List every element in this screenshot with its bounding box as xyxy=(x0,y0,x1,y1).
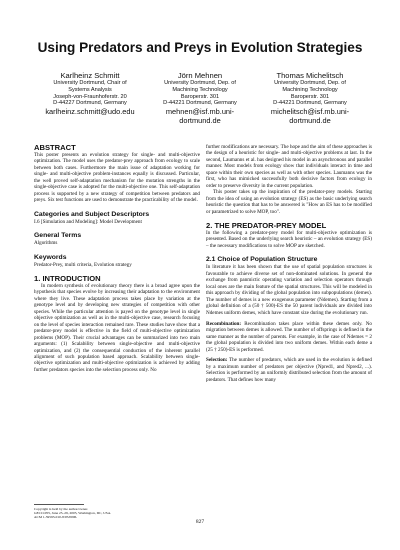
model-text: In the following a predator-prey model for multi-objective optimization is presented. Based on the underlying search heuristic – an evolution strategy (ES) – the necessary modifications to solve MOP are sketched. xyxy=(206,229,372,249)
author-email-line: mehnen@isf.mb.uni- xyxy=(165,107,235,117)
categories-text: I.6 [Simulation and Modeling]: Model Development xyxy=(34,218,142,225)
right-column xyxy=(206,144,372,383)
copyright-footnote xyxy=(34,504,184,520)
author-address: Joseph-von-Fraunhoferstr. 20 xyxy=(53,93,127,100)
body-paragraph: This poster takes up the inspiration of the predator-prey models. Starting from the idea of using an evolution strategy (ES) as the basic underlying search heuristic the question that has to be answered is "How an ES has to be modified or parametrized to solve MOP, too". xyxy=(206,189,372,215)
left-column xyxy=(34,144,200,373)
recombination-text: Recombination takes place within these demes only. No migration between demes is allowed. The number of offsprings is defined in the same manner as the number of parents. For example, in the case of Ndemes = 2 the global population is divided into two uniform demes. Within each deme a (25 † 250)-ES is performed. xyxy=(206,320,372,353)
author-email[interactable] xyxy=(250,108,370,125)
recombination-label: Recombination: xyxy=(206,320,242,327)
author-affiliation: Machining Technology xyxy=(172,86,228,93)
author-affiliation: Machining Technology xyxy=(282,86,338,93)
footnote-line: ACM 1-59593-010-8/05/0006. xyxy=(34,515,78,520)
author-affiliation: University Dortmund, Dep. of xyxy=(274,80,346,86)
body-paragraph: further modifications are necessary. The hope and the aim of these approaches is the design of a heuristic for single- and multi-objective problems at last. In the second, Laumanns et al. has designed his model in an asynchronous and parallel manner. Most models from ecology show that individuals interact in time and space within their own species as well as with other species. Laumanns was the first, who has mimicked successfully both decisive factors from ecology in order to preserve diversity in the current population. xyxy=(206,144,372,189)
author-address: Baroperstr. 301 xyxy=(290,93,330,100)
categories-heading: Categories and Subject Descriptors xyxy=(34,210,150,218)
author-email-line: dortmund.de xyxy=(179,115,221,125)
keywords-text: Predator-Prey, multi criteria, Evolution strategy xyxy=(34,261,132,268)
footnote-rule xyxy=(34,504,84,505)
abstract-heading: ABSTRACT xyxy=(34,143,76,152)
introduction-text: In modern synthesis of evolutionary theory there is a broad agree upon the hypothesis that species evolve by increasing their adaptation to the environment where they live. These adaptation process takes place by variation at the genotype level and by developing new strategies of competition with other species. While the particular attention is payed on the genotype level in single objective optimization as well as in the multi-objective case, research focusing on the level of species interaction remained rare. These studies have show that a predator-prey model is effective in the field of multi-objective optimization problems (MOP). Their crucial advantages can be summarized into two main arguments: (1) Scalability between single-objective and multi-objective optimization, and (2) the consequential conduction of the inherent parallel alignment of such population based approach. Scalability between single-objective optimization and multi-objective optimization is achieved by adding further predators species into the selection process only. No xyxy=(34,282,200,373)
introduction-heading: 1. INTRODUCTION xyxy=(34,273,101,283)
author-block xyxy=(250,71,370,125)
selection-text: The number of predators, which are used in the evolution is defined by a maximum number of predators per objective (Npred1, and Npred2, ...). Selection is performed by an uniformly distributed selection from the amount of predators. That defines how many xyxy=(206,357,372,383)
author-address: D-44221 Dortmund, Germany xyxy=(273,100,347,107)
abstract-text: This poster presents an evolution strategy for single- and multi-objective optimization. The model uses the predator-prey approach from ecology to scale between both cases. Furthermore the main issue of adaptation working for single- and multi-objective problem-instances equally is discussed. Particular, the well proved self-adaptation mechanism for the mutation strengths in the single-objective case is adopted for the multi-objective one. This self-adaptation process is supported by a new strategy of competition between predators and preys. Six test functions are used to demonstrate the practicability of the model. xyxy=(34,152,200,204)
author-address: Baroperstr. 301 xyxy=(180,93,220,100)
terms-text: Algorithms xyxy=(34,240,58,247)
author-affiliation: Systems Analysis xyxy=(68,86,112,93)
author-name: Thomas Michelitsch xyxy=(276,71,344,80)
footnote-line: GECCO'05, June 25–29, 2005, Washington, DC, USA. xyxy=(34,511,112,516)
author-affiliation: University Dortmund, Dep. of xyxy=(164,80,236,86)
author-email-line: michelitsch@isf.mb.uni- xyxy=(270,107,350,117)
paper-title: Using Predators and Preys in Evolution Strategies xyxy=(37,40,363,55)
author-block xyxy=(140,71,260,125)
selection-item xyxy=(206,357,372,383)
population-heading: 2.1 Choice of Population Structure xyxy=(206,256,318,264)
keywords-heading: Keywords xyxy=(34,253,67,261)
author-email[interactable]: karlheinz.schmitt@udo.edu xyxy=(45,107,135,117)
page-number: 827 xyxy=(195,519,205,525)
population-text: In literature it has been shown that the use of spatial population structures is favourable to achieve diverse set of non-dominated solutions. In general the exchange from panmictic operating variation and selection operators through local ones are the main feature of the spatial structures. This will be modeled in this approach by dividing of the global population into subpopulations (demes). The number of demes is a new exogenous parameter (Ndemes). Starting from a global definition of a (50 † 500)-ES the 50 parent individuals are divided into Ndemes uniform demes, which have constant size during the evolutionary run. xyxy=(206,264,372,316)
terms-heading: General Terms xyxy=(34,232,82,240)
footnote-line: Copyright is held by the author/owner. xyxy=(34,507,89,511)
author-name: Jörn Mehnen xyxy=(177,71,223,80)
author-block xyxy=(30,71,150,117)
author-email-line: dortmund.de xyxy=(289,115,331,125)
definition-list xyxy=(206,321,372,383)
author-name: Karlheinz Schmitt xyxy=(60,71,120,80)
author-address: D-44227 Dortmund, Germany xyxy=(53,100,127,107)
model-heading: 2. THE PREDATOR-PREY MODEL xyxy=(206,220,327,230)
author-affiliation: University Dortmund, Chair of xyxy=(53,80,127,86)
author-email[interactable] xyxy=(140,108,260,125)
recombination-item xyxy=(206,321,372,353)
selection-label: Selection: xyxy=(206,357,228,364)
author-address: D-44221 Dortmund, Germany xyxy=(163,100,237,107)
